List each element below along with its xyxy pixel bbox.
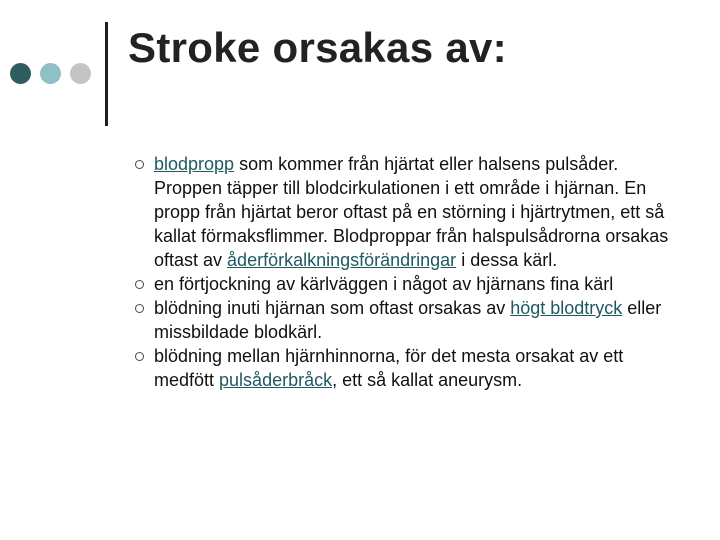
bullet-circle-icon: [135, 280, 144, 289]
link-aderforkalkning[interactable]: åderförkalkningsförändringar: [227, 250, 457, 270]
bullet-circle-icon: [135, 304, 144, 313]
title-divider-line: [105, 22, 108, 126]
bullet-text: blödning mellan hjärnhinnorna, för det mesta orsakat av ett medfött: [154, 346, 624, 390]
bullet-circle-icon: [135, 352, 144, 361]
bullet-text: , ett så kallat aneurysm.: [332, 370, 523, 390]
bullet-item-blodpropp: [130, 152, 670, 272]
link-pulsaderbrack[interactable]: pulsåderbråck: [219, 370, 333, 390]
bullet-item-fortjockning: [130, 272, 670, 296]
gray-dot: [70, 63, 91, 84]
dark-teal-dot: [10, 63, 31, 84]
bullet-text: eller missbildade blodkärl.: [154, 298, 662, 342]
decorative-dots: [10, 63, 96, 85]
light-teal-dot: [40, 63, 61, 84]
bullet-text: blödning inuti hjärnan som oftast orsakas av: [154, 298, 511, 318]
bullet-text: en förtjockning av kärlväggen i något av hjärnans fina kärl: [154, 274, 614, 294]
bullet-list: [130, 152, 670, 392]
bullet-item-blodning-inuti: [130, 296, 670, 344]
bullet-text: som kommer från hjärtat eller halsens pulsåder. Proppen täpper till blodcirkulationen i ett område i hjärnan. En propp från hjärtat beror oftast på en störning i hjärtrytmen, ett så kallat förmaksflimmer. Blodproppar från halspulsådrorna orsakas oftast av: [154, 154, 669, 270]
link-blodpropp[interactable]: blodpropp: [154, 154, 235, 174]
link-hogt-blodtryck[interactable]: högt blodtryck: [510, 298, 623, 318]
bullet-circle-icon: [135, 160, 144, 169]
slide-title: Stroke orsakas av:: [128, 24, 507, 71]
bullet-text: i dessa kärl.: [456, 250, 558, 270]
bullet-item-blodning-mellan: [130, 344, 670, 392]
